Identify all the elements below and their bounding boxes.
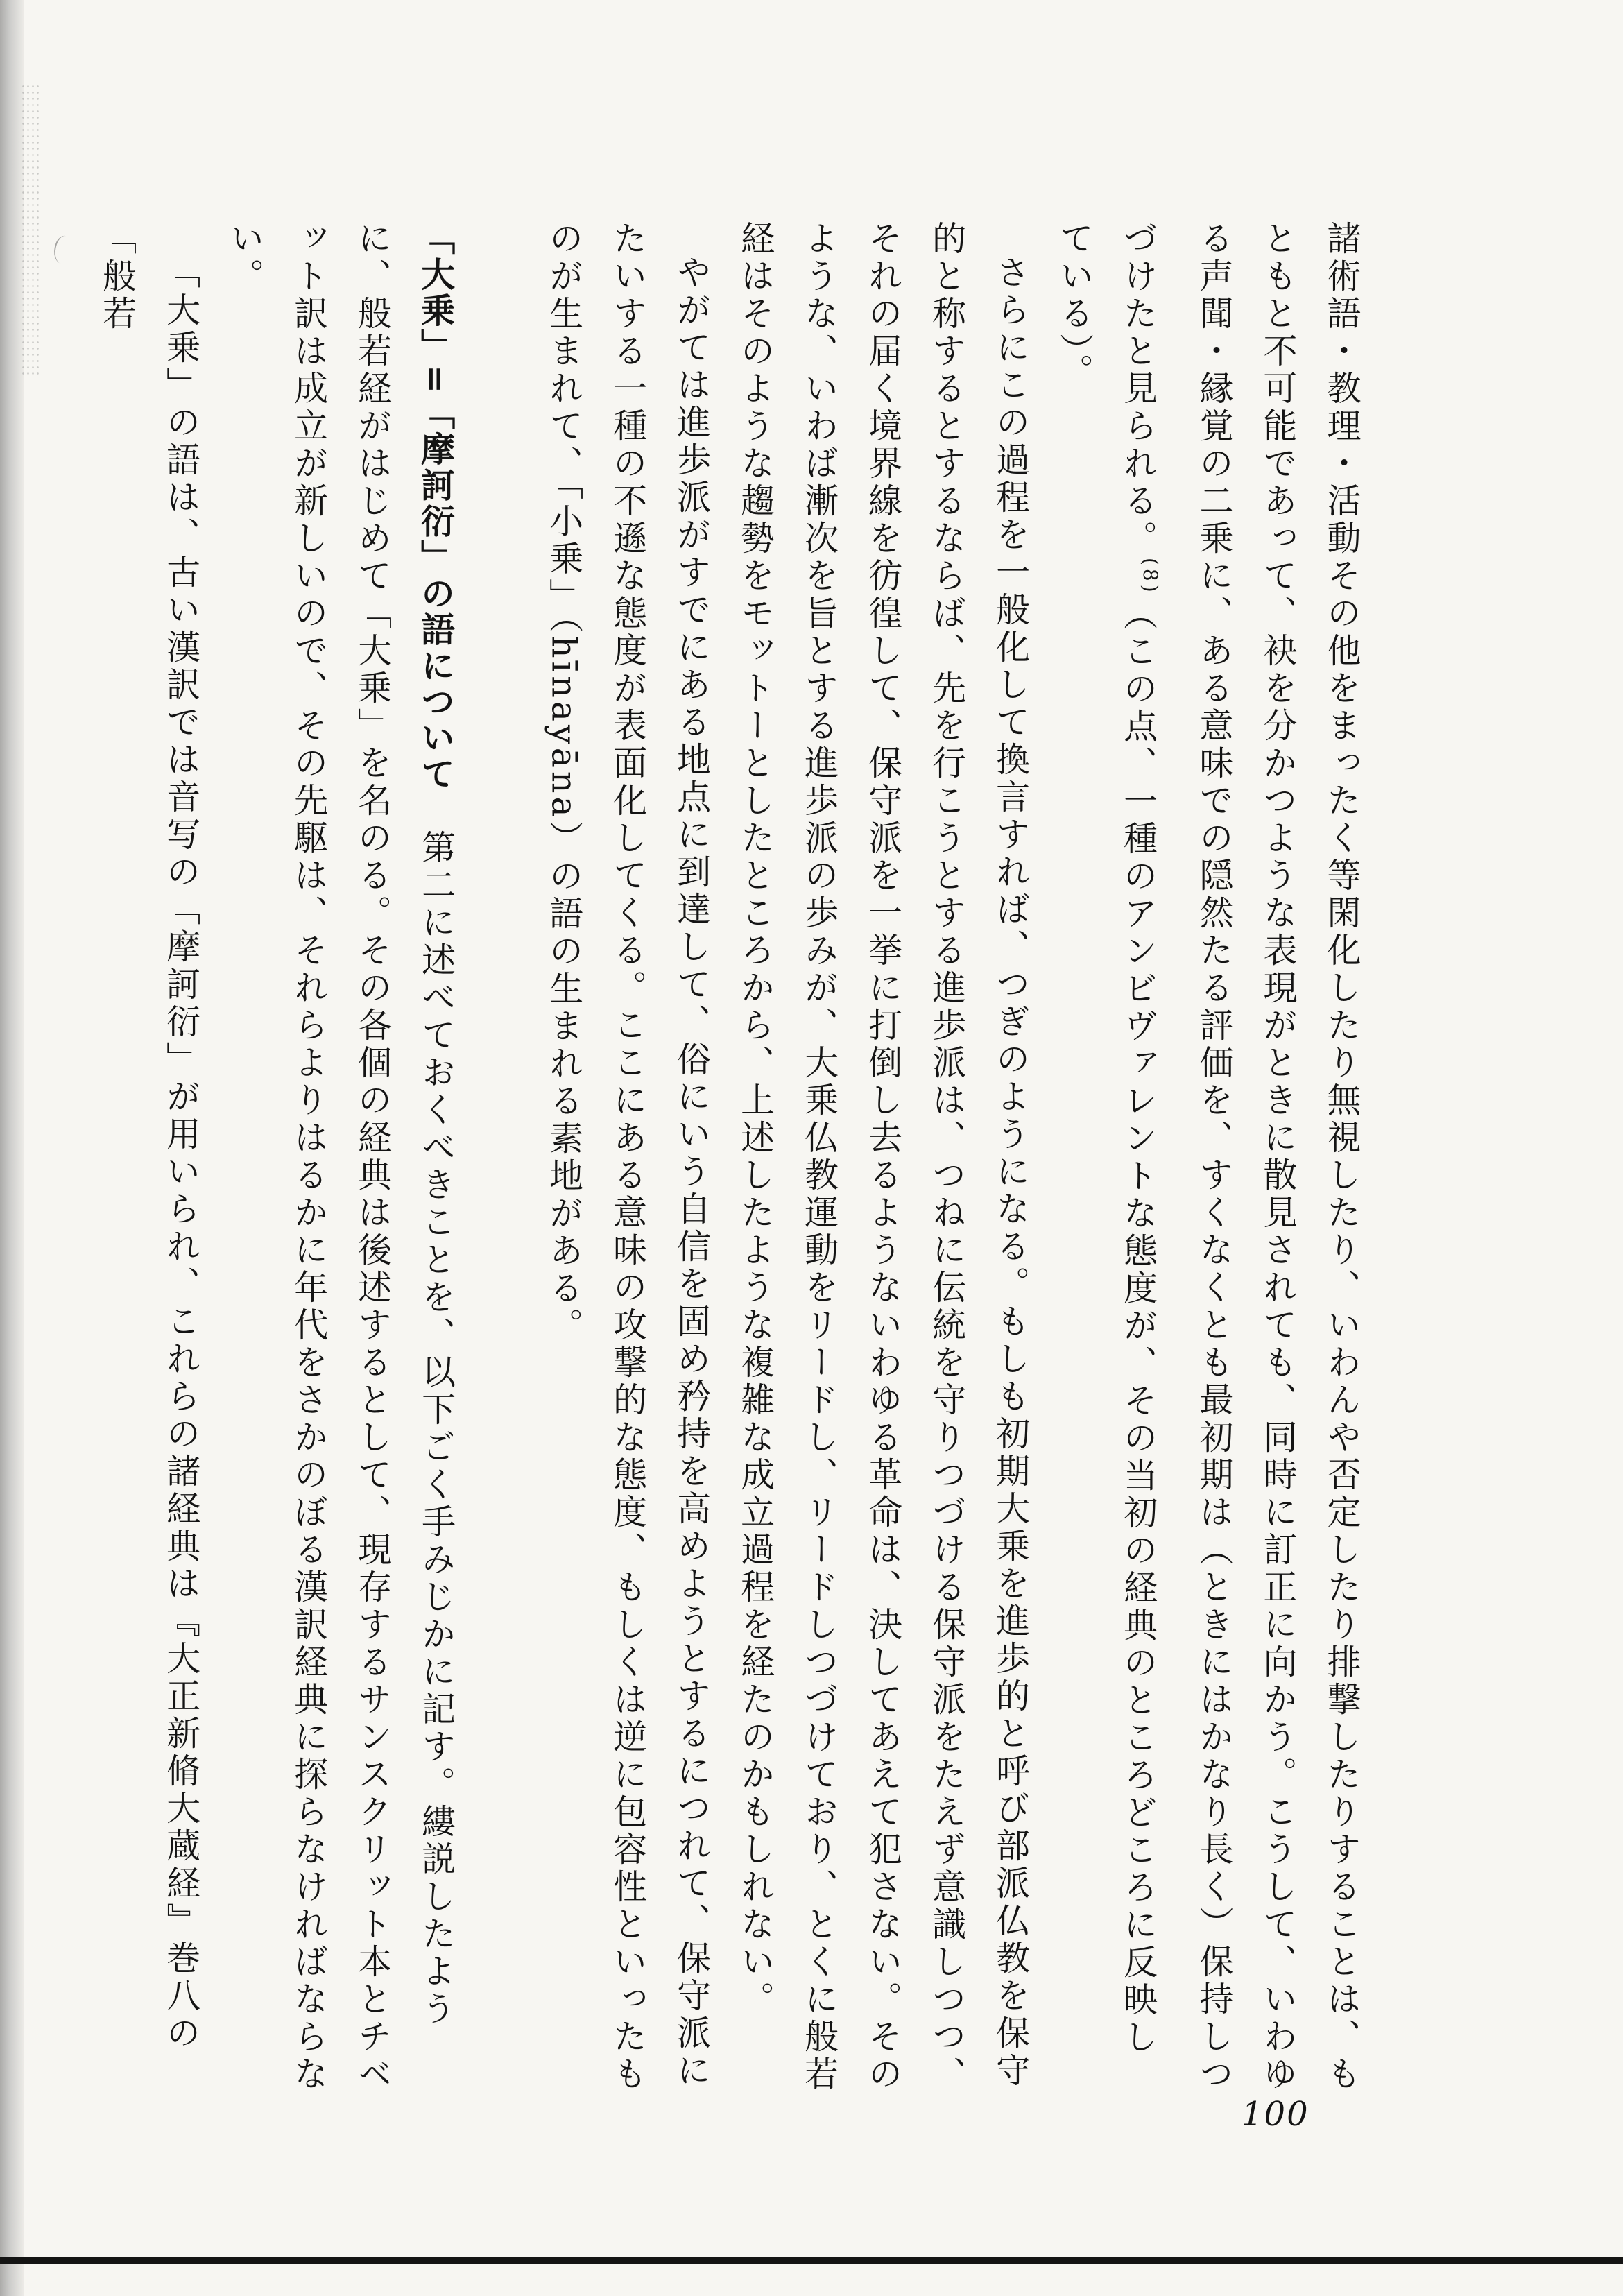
section-heading: 「大乗」=「摩訶衍」の語について <box>415 221 456 793</box>
paragraph-1 <box>1042 221 1373 2093</box>
footnote-ref-8: (8) <box>1139 558 1162 596</box>
scan-mark <box>50 234 76 266</box>
paragraph-5: 「大乗」の語は、古い漢訳では音写の「摩訶衍」が用いられ、これらの諸経典は『大正新脩大蔵経』巻八の「般若 <box>97 221 201 2053</box>
paragraph-1-continuation: （この点、一種のアンビヴァレントな態度が、その当初の経典のところどころに反映している）。 <box>1054 221 1158 2057</box>
section-paragraph-text: 第二に述べておくべきことを、以下ごく手みじかに記す。縷説したように、般若経がはじめて「大乗」を名のる。その各個の経典は後述するとして、現存するサンスクリット本とチベット訳は成立が新しいので、その先駆は、それらよりはるかに年代をさかのぼる漢訳経典に探らなければならない。 <box>225 221 456 2093</box>
paragraph-1-text: 諸術語・教理・活動その他をまったく等閑化したり無視したり、いわんや否定したり排撃したりすることは、もともと不可能であって、袂を分かつような表現がときに散見されても、同時に訂正に向かう。こうして、いわゆる声聞・縁覚の二乗に、ある意味での隠然たる評価を、すくなくとも最初期は（ときにはかなり長く）保持しつづけたと見られる。 <box>1118 221 1362 2093</box>
paragraph-3: やがては進歩派がすでにある地点に到達して、俗にいう自信を固め矜持を高めようとするにつれて、保守派にたいする一種の不遜な態度が表面化してくる。ここにある意味の攻撃的な態度、もしくは逆に包容性といったものが生まれて、「小乗」（hīnayāna）の語の生まれる素地がある。 <box>544 221 712 2093</box>
scan-left-edge <box>0 0 24 2296</box>
scan-bottom-line <box>0 2257 1623 2264</box>
scan-noise <box>21 83 42 375</box>
section-paragraph <box>213 221 468 2093</box>
page-number: 100 <box>1242 2095 1309 2134</box>
page-body <box>85 221 1373 2093</box>
paragraph-2: さらにこの過程を一般化して換言すれば、つぎのようになる。もしも初期大乗を進歩的と呼び部派仏教を保守的と称するとするならば、先を行こうとする進歩派は、つねに伝統を守りつづける保守派をたえず意識しつつ、それの届く境界線を彷徨して、保守派を一挙に打倒し去るようないわゆる革命は、決してあえて犯さない。そのような、いわば漸次を旨とする進歩派の歩みが、大乗仏教運動をリードし、リードしつづけており、とくに般若経はそのような趨勢をモットーとしたところから、上述したような複雑な成立過程を経たのかもしれない。 <box>735 221 1031 2093</box>
